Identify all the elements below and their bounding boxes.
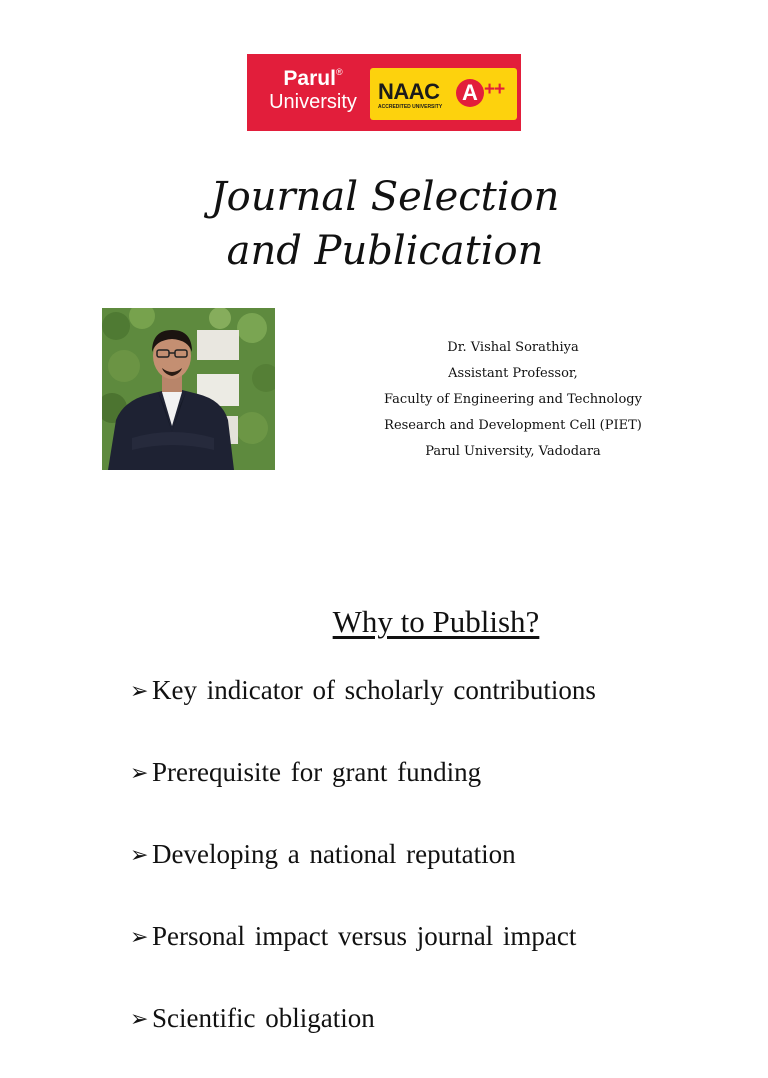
arrow-bullet-icon: ➢	[130, 678, 149, 703]
list-item	[130, 750, 760, 832]
author-photo	[102, 308, 275, 470]
list-item	[130, 668, 760, 750]
naac-subtext: ACCREDITED UNIVERSITY	[378, 104, 443, 110]
section-heading: Why to Publish?	[332, 604, 540, 639]
arrow-bullet-icon: ➢	[130, 760, 149, 785]
reasons-list	[130, 668, 760, 1078]
author-cell: Research and Development Cell (PIET)	[384, 418, 642, 433]
list-item-text: Scientific obligation	[152, 1003, 375, 1033]
university-logo	[247, 54, 521, 131]
arrow-bullet-icon: ➢	[130, 842, 149, 867]
naac-grade-plus: ++	[484, 79, 505, 100]
list-item-text: Developing a national reputation	[152, 839, 516, 869]
naac-grade-letter: A	[456, 79, 484, 107]
logo-parul-text: Parul	[283, 67, 336, 90]
author-institution: Parul University, Vadodara	[425, 444, 601, 459]
parul-university-wordmark	[257, 68, 369, 112]
list-item	[130, 832, 760, 914]
registered-mark: ®	[335, 67, 343, 77]
title-line-1: Journal Selection	[210, 174, 560, 220]
title-line-2: and Publication	[226, 228, 544, 274]
author-faculty: Faculty of Engineering and Technology	[384, 392, 642, 407]
author-name: Dr. Vishal Sorathiya	[447, 340, 579, 355]
naac-badge	[370, 68, 517, 120]
list-item	[130, 996, 760, 1078]
list-item-text: Prerequisite for grant funding	[152, 757, 482, 787]
page-title	[120, 170, 650, 278]
list-item-text: Key indicator of scholarly contributions	[152, 675, 596, 705]
naac-text: NAAC	[378, 79, 440, 104]
list-item-text: Personal impact versus journal impact	[152, 921, 577, 951]
author-position: Assistant Professor,	[448, 366, 578, 381]
logo-university-text: University	[269, 91, 357, 113]
arrow-bullet-icon: ➢	[130, 924, 149, 949]
list-item	[130, 914, 760, 996]
author-info	[365, 337, 661, 467]
arrow-bullet-icon: ➢	[130, 1006, 149, 1031]
